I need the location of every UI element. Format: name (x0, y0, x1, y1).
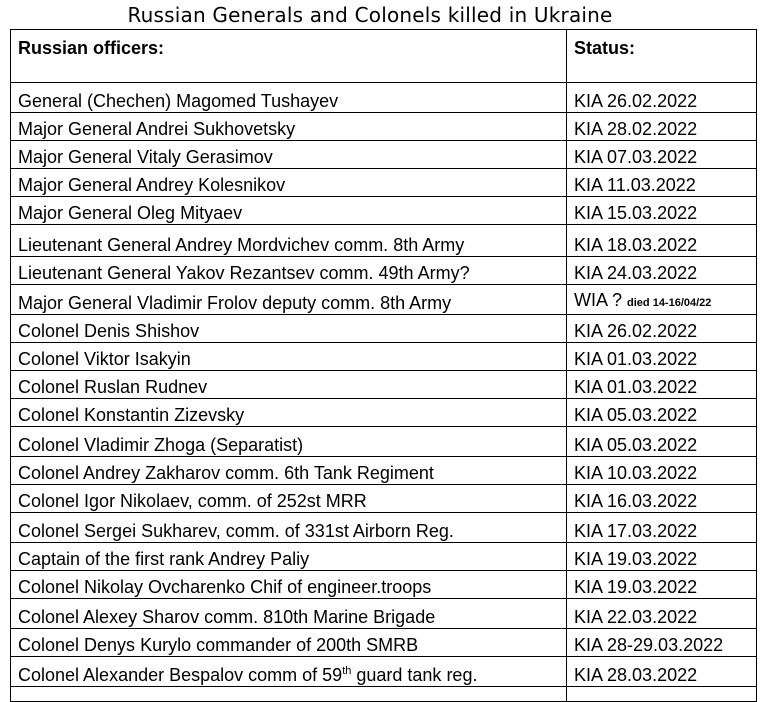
officer-status: KIA 26.02.2022 (567, 315, 757, 343)
table-row (11, 83, 757, 113)
table-row (11, 543, 757, 571)
officer-name: Colonel Vladimir Zhoga (Separatist) (11, 427, 567, 457)
empty-cell (567, 687, 757, 702)
header-status: Status: (567, 30, 757, 83)
table-row (11, 513, 757, 543)
table-row (11, 399, 757, 427)
table-row (11, 599, 757, 629)
officer-status: KIA 16.03.2022 (567, 485, 757, 513)
officer-name (11, 657, 567, 687)
officer-status: KIA 19.03.2022 (567, 543, 757, 571)
officer-status: KIA 18.03.2022 (567, 225, 757, 257)
table-row (11, 629, 757, 657)
officer-status: KIA 05.03.2022 (567, 399, 757, 427)
officer-name: Colonel Nikolay Ovcharenko Chif of engineer.troops (11, 571, 567, 599)
officer-name: Lieutenant General Yakov Rezantsev comm. 49th Army? (11, 257, 567, 285)
table-row (11, 169, 757, 197)
table-row (11, 315, 757, 343)
officer-status: KIA 07.03.2022 (567, 141, 757, 169)
officer-status: KIA 11.03.2022 (567, 169, 757, 197)
officer-name: Colonel Sergei Sukharev, comm. of 331st Airborn Reg. (11, 513, 567, 543)
table-row (11, 371, 757, 399)
officer-name: Colonel Igor Nikolaev, comm. of 252st MRR (11, 485, 567, 513)
officer-name: Colonel Viktor Isakyin (11, 343, 567, 371)
table-row (11, 571, 757, 599)
officer-status: KIA 28-29.03.2022 (567, 629, 757, 657)
document-title: Russian Generals and Colonels killed in Ukraine (127, 3, 613, 27)
name-suffix: guard tank reg. (351, 665, 478, 685)
name-superscript: th (342, 665, 352, 677)
officer-status: KIA 05.03.2022 (567, 427, 757, 457)
officer-name: Major General Andrey Kolesnikov (11, 169, 567, 197)
table-row (11, 427, 757, 457)
officers-table (10, 29, 757, 702)
status-note: died 14-16/04/22 (627, 297, 712, 309)
officer-name: Major General Vladimir Frolov deputy comm. 8th Army (11, 285, 567, 315)
officer-name: Captain of the first rank Andrey Paliy (11, 543, 567, 571)
officer-name: Colonel Andrey Zakharov comm. 6th Tank Regiment (11, 457, 567, 485)
officer-status: KIA 19.03.2022 (567, 571, 757, 599)
status-value: WIA ? (574, 290, 623, 310)
officer-status: KIA 10.03.2022 (567, 457, 757, 485)
officer-name: Major General Vitaly Gerasimov (11, 141, 567, 169)
officer-name: Colonel Ruslan Rudnev (11, 371, 567, 399)
table-row (11, 257, 757, 285)
officer-status: KIA 24.03.2022 (567, 257, 757, 285)
officer-name: Colonel Alexey Sharov comm. 810th Marine Brigade (11, 599, 567, 629)
officer-status: KIA 28.03.2022 (567, 657, 757, 687)
officer-name: Colonel Denys Kurylo commander of 200th SMRB (11, 629, 567, 657)
empty-cell (11, 687, 567, 702)
officer-status: KIA 22.03.2022 (567, 599, 757, 629)
officer-name: Colonel Konstantin Zizevsky (11, 399, 567, 427)
officer-name: Major General Andrei Sukhovetsky (11, 113, 567, 141)
table-row (11, 457, 757, 485)
officer-name: Major General Oleg Mityaev (11, 197, 567, 225)
table-row (11, 285, 757, 315)
table-row (11, 485, 757, 513)
table-row (11, 225, 757, 257)
officer-name: Lieutenant General Andrey Mordvichev comm. 8th Army (11, 225, 567, 257)
officer-name: General (Chechen) Magomed Tushayev (11, 83, 567, 113)
officer-status: KIA 15.03.2022 (567, 197, 757, 225)
table-row-empty (11, 687, 757, 702)
table-row (11, 113, 757, 141)
officer-status: KIA 01.03.2022 (567, 343, 757, 371)
officer-name: Colonel Denis Shishov (11, 315, 567, 343)
officer-status: KIA 28.02.2022 (567, 113, 757, 141)
name-prefix: Colonel Alexander Bespalov comm of 59 (18, 665, 343, 685)
table-row (11, 141, 757, 169)
officer-status: KIA 26.02.2022 (567, 83, 757, 113)
officer-status (567, 285, 757, 315)
table-row (11, 657, 757, 687)
table-header-row (11, 30, 757, 83)
officer-status: KIA 17.03.2022 (567, 513, 757, 543)
officer-status: KIA 01.03.2022 (567, 371, 757, 399)
table-row (11, 343, 757, 371)
table-row (11, 197, 757, 225)
header-officers: Russian officers: (11, 30, 567, 83)
